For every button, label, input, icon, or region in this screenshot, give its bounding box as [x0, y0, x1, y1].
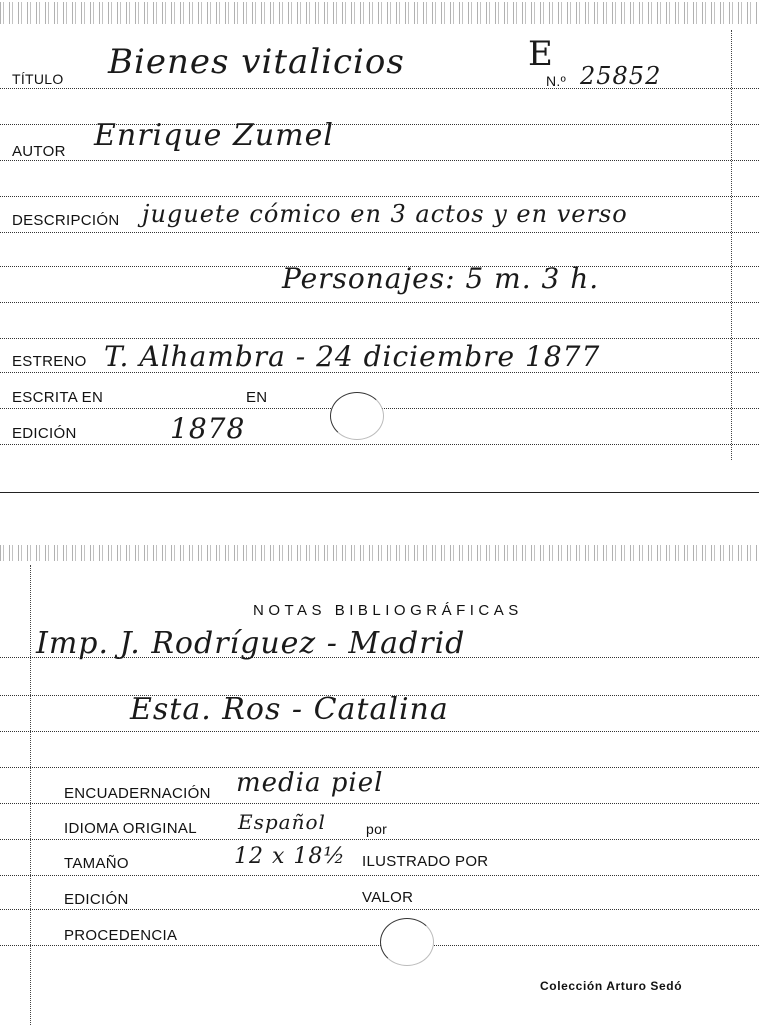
autor-label: AUTOR	[12, 143, 66, 160]
procedencia-label: PROCEDENCIA	[64, 927, 178, 944]
card-edge-texture	[0, 2, 759, 24]
descripcion-label: DESCRIPCIÓN	[12, 212, 120, 229]
personajes-value: Personajes: 5 m. 3 h.	[282, 262, 600, 295]
card-left-border	[30, 565, 31, 1025]
ruled-line	[0, 731, 759, 732]
idioma-value: Español	[238, 810, 326, 834]
por-label: por	[366, 821, 388, 837]
estreno-label: ESTRENO	[12, 353, 87, 370]
registry-prefix: E	[528, 34, 554, 74]
en-label: EN	[246, 389, 268, 406]
registry-label: N.º	[546, 73, 567, 89]
edicion-label: EDICIÓN	[12, 425, 77, 442]
idioma-label: IDIOMA ORIGINAL	[64, 820, 197, 837]
ruled-line	[0, 160, 759, 161]
titulo-value: Bienes vitalicios	[108, 42, 405, 82]
card-separator	[0, 492, 759, 493]
ruled-line	[0, 338, 759, 339]
ilustrado-label: ILUSTRADO POR	[362, 853, 489, 870]
stamp-circle	[380, 918, 434, 966]
autor-value: Enrique Zumel	[94, 118, 334, 153]
valor-label: VALOR	[362, 889, 414, 906]
notas-bibliograficas-title: NOTAS BIBLIOGRÁFICAS	[253, 602, 523, 619]
edicion-value: 1878	[170, 412, 246, 445]
card-edge-texture	[0, 545, 759, 561]
encuadernacion-label: ENCUADERNACIÓN	[64, 785, 211, 802]
ruled-line	[0, 875, 759, 876]
ruled-line	[0, 196, 759, 197]
coleccion-credit: Colección Arturo Sedó	[540, 979, 683, 993]
escrita-label: ESCRITA EN	[12, 389, 104, 406]
card-right-border	[731, 30, 732, 460]
tamano-value: 12 x 18½	[234, 844, 346, 869]
titulo-label: TÍTULO	[12, 71, 64, 87]
ruled-line	[0, 909, 759, 910]
nota-line-2: Esta. Ros - Catalina	[130, 692, 449, 727]
stamp-circle	[330, 392, 384, 440]
ruled-line	[0, 232, 759, 233]
ruled-line	[0, 839, 759, 840]
encuadernacion-value: media piel	[236, 768, 384, 798]
tamano-label: TAMAÑO	[64, 855, 129, 872]
nota-line-1: Imp. J. Rodríguez - Madrid	[36, 626, 466, 661]
ruled-line	[0, 302, 759, 303]
catalog-card-top	[0, 0, 759, 495]
estreno-value: T. Alhambra - 24 diciembre 1877	[104, 340, 601, 373]
descripcion-value: juguete cómico en 3 actos y en verso	[142, 200, 628, 228]
ruled-line	[0, 803, 759, 804]
edicion-label: EDICIÓN	[64, 891, 129, 908]
ruled-line	[0, 444, 759, 445]
registry-number: 25852	[580, 62, 662, 90]
